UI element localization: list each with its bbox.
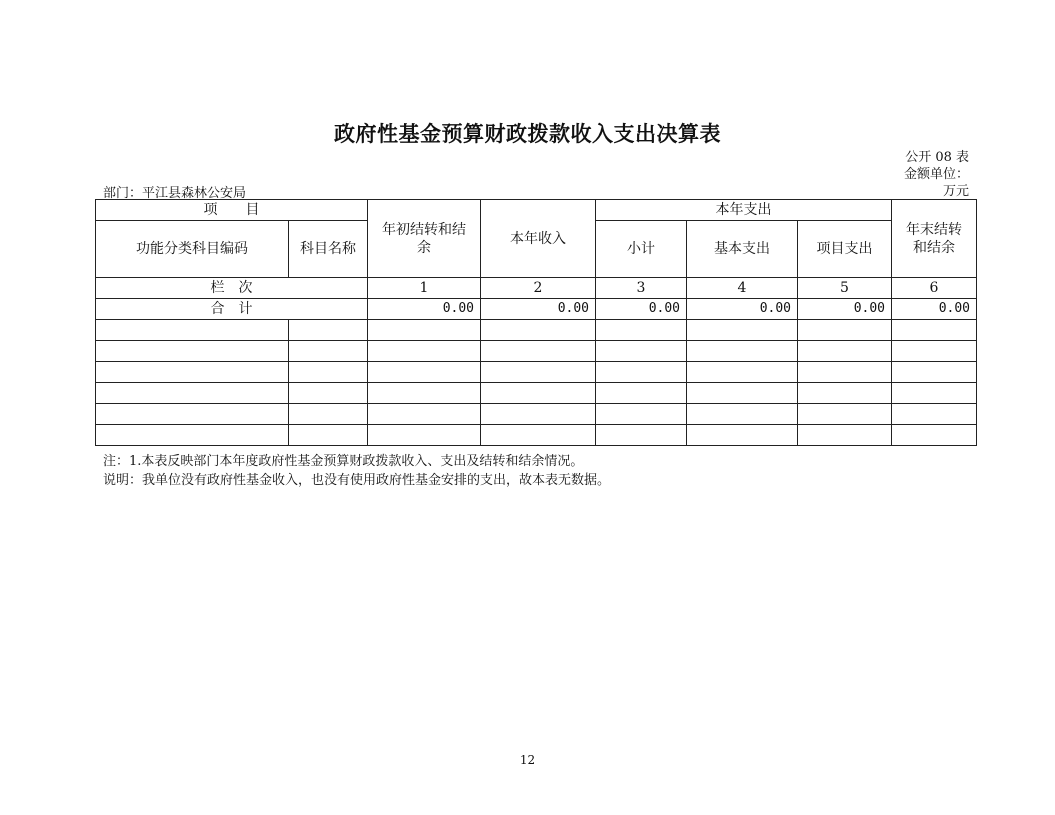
header-year-expense: 本年支出: [596, 200, 892, 221]
header-year-income: 本年收入: [481, 200, 596, 278]
column-index: 2: [481, 278, 596, 299]
table-cell: [289, 383, 368, 404]
column-index-label: 栏 次: [96, 278, 368, 299]
table-cell: [289, 425, 368, 446]
table-cell: [96, 320, 289, 341]
header-basic-expense: 基本支出: [687, 221, 798, 278]
table-cell: [596, 320, 687, 341]
table-cell: [687, 425, 798, 446]
notes: [103, 452, 610, 490]
table-cell: [368, 425, 481, 446]
table-cell: [596, 383, 687, 404]
table-cell: [289, 341, 368, 362]
table-cell: [798, 383, 892, 404]
table-row: [96, 425, 977, 446]
table-cell: [96, 383, 289, 404]
table-cell: [368, 383, 481, 404]
table-cell: [96, 362, 289, 383]
column-index-row: [96, 278, 977, 299]
table-row: [96, 383, 977, 404]
table-cell: [798, 404, 892, 425]
table-cell: [892, 425, 977, 446]
table-cell: [596, 404, 687, 425]
header-opening-balance: 年初结转和结余: [368, 200, 481, 278]
table-cell: [596, 341, 687, 362]
table-cell: [892, 404, 977, 425]
unit-label: 金额单位：: [903, 167, 969, 182]
total-year-income: 0.00: [481, 299, 596, 320]
table-cell: [481, 341, 596, 362]
table-cell: [687, 404, 798, 425]
total-opening-balance: 0.00: [368, 299, 481, 320]
table-cell: [289, 404, 368, 425]
table-cell: [798, 320, 892, 341]
table-cell: [687, 320, 798, 341]
table-row: [96, 404, 977, 425]
table-cell: [596, 362, 687, 383]
total-closing-balance: 0.00: [892, 299, 977, 320]
table-cell: [481, 362, 596, 383]
page-title: 政府性基金预算财政拨款收入支出决算表: [334, 121, 721, 146]
table-cell: [798, 425, 892, 446]
budget-table: [95, 199, 977, 446]
header-closing-balance: 年末结转和结余: [892, 200, 977, 278]
page-number: 12: [519, 753, 536, 767]
table-cell: [798, 362, 892, 383]
table-cell: [596, 425, 687, 446]
table-cell: [892, 320, 977, 341]
table-row: [96, 320, 977, 341]
department: 部门：平江县森林公安局: [103, 186, 247, 201]
header-item: 项 目: [96, 200, 368, 221]
total-row: [96, 299, 977, 320]
total-subtotal: 0.00: [596, 299, 687, 320]
table-cell: [368, 362, 481, 383]
table-cell: [368, 341, 481, 362]
table-cell: [687, 383, 798, 404]
table-cell: [96, 425, 289, 446]
header-func-code: 功能分类科目编码: [96, 221, 289, 278]
header-project-expense: 项目支出: [798, 221, 892, 278]
table-cell: [96, 341, 289, 362]
table-cell: [368, 320, 481, 341]
table-cell: [289, 320, 368, 341]
note-line: 注：1.本表反映部门本年度政府性基金预算财政拨款收入、支出及结转和结余情况。: [103, 454, 584, 469]
table-cell: [892, 362, 977, 383]
column-index: 1: [368, 278, 481, 299]
total-project-expense: 0.00: [798, 299, 892, 320]
note-line: 说明：我单位没有政府性基金收入，也没有使用政府性基金安排的支出，故本表无数据。: [103, 473, 611, 488]
table-cell: [96, 404, 289, 425]
column-index: 3: [596, 278, 687, 299]
table-row: [96, 341, 977, 362]
header-subject-name: 科目名称: [289, 221, 368, 278]
total-label: 合 计: [96, 299, 368, 320]
table-cell: [289, 362, 368, 383]
table-cell: [481, 425, 596, 446]
column-index: 4: [687, 278, 798, 299]
table-cell: [687, 362, 798, 383]
column-index: 5: [798, 278, 892, 299]
unit-value: 万元: [942, 184, 969, 199]
table-cell: [368, 404, 481, 425]
header-subtotal: 小计: [596, 221, 687, 278]
table-cell: [892, 341, 977, 362]
column-index: 6: [892, 278, 977, 299]
table-cell: [481, 383, 596, 404]
table-row: [96, 362, 977, 383]
table-cell: [798, 341, 892, 362]
table-cell: [481, 320, 596, 341]
table-cell: [481, 404, 596, 425]
total-basic-expense: 0.00: [687, 299, 798, 320]
table-cell: [687, 341, 798, 362]
table-cell: [892, 383, 977, 404]
form-code: 公开 08 表: [905, 150, 969, 165]
